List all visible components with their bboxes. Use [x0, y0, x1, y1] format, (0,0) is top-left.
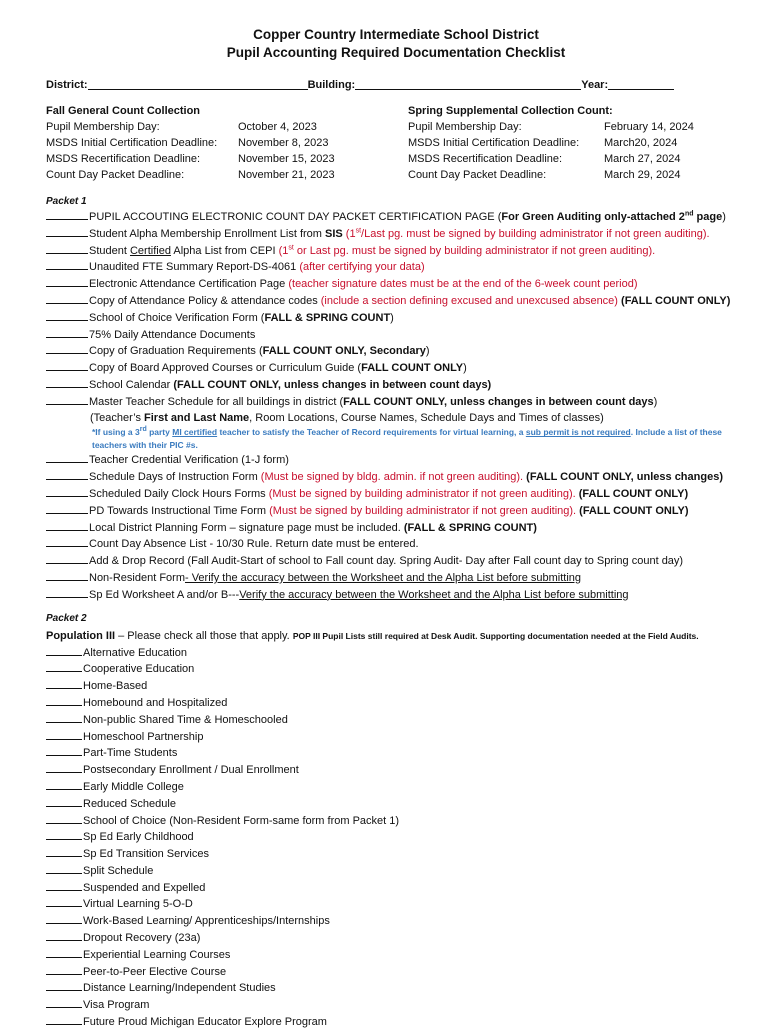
list-item — [46, 486, 746, 503]
item-text: PUPIL ACCOUTING ELECTRONIC COUNT DAY PACKET CERTIFICATION PAGE ( — [89, 211, 502, 223]
check-blank[interactable] — [46, 813, 82, 824]
list-item — [46, 209, 746, 226]
item-superscript: nd — [684, 210, 694, 218]
packet-1-heading: Packet 1 — [46, 196, 87, 207]
note-underlined: sub permit is not required — [525, 427, 631, 438]
check-blank[interactable] — [46, 452, 88, 463]
fall-label: Count Day Packet Deadline: — [46, 169, 185, 181]
check-blank[interactable] — [46, 729, 82, 740]
pop-list-item — [46, 678, 746, 695]
item-text: ) — [653, 395, 658, 408]
pop-item-label: Distance Learning/Independent Studies — [83, 982, 276, 995]
check-blank[interactable] — [46, 997, 82, 1008]
spring-date: March 29, 2024 — [604, 169, 681, 181]
item-text: Add & Drop Record (Fall Audit-Start of school to Fall count day. Spring Audit- Day after Fall count day to Spring count day) — [89, 555, 684, 568]
check-blank[interactable] — [46, 1014, 82, 1025]
item-text: School of Choice Verification Form ( — [89, 311, 265, 324]
check-blank[interactable] — [46, 695, 82, 706]
pop-list-item — [46, 964, 746, 981]
pop-list-item — [46, 846, 746, 863]
check-blank[interactable] — [46, 259, 88, 270]
note-underlined: MI certified — [172, 427, 218, 438]
pop-list-item — [46, 896, 746, 913]
note-superscript: rd — [139, 426, 147, 434]
item-text: ) — [390, 311, 394, 324]
check-blank[interactable] — [46, 863, 82, 874]
item-underlined: Verify the accuracy between the Worksheet and the Alpha List before submitting — [239, 588, 629, 601]
pop-list-item — [46, 930, 746, 947]
packet-2-heading: Packet 2 — [46, 612, 87, 624]
list-item — [46, 587, 746, 604]
pop-list-item — [46, 779, 746, 796]
item-emphasis: FALL COUNT ONLY, Secondary — [262, 345, 426, 358]
note-text: teacher to satisfy the Teacher of Record requirements for virtual learning, a — [217, 427, 526, 438]
check-blank[interactable] — [46, 913, 82, 924]
year-label: Year: — [581, 79, 609, 91]
fall-date: November 15, 2023 — [238, 153, 335, 165]
pop-item-label: Reduced Schedule — [83, 797, 176, 810]
fall-heading: Fall General Count Collection — [46, 105, 201, 117]
fall-label: Pupil Membership Day: — [46, 121, 160, 133]
spring-label: MSDS Initial Certification Deadline: — [408, 137, 580, 149]
item-underlined: - Verify the accuracy between the Worksheet and the Alpha List before submitting — [184, 571, 582, 584]
check-blank[interactable] — [46, 587, 88, 598]
item-text: (Teacher’s — [90, 411, 145, 424]
check-blank[interactable] — [46, 796, 82, 807]
population-iii-heading — [46, 628, 746, 645]
item-text: Schedule Days of Instruction Form — [89, 471, 261, 484]
check-blank[interactable] — [46, 360, 88, 371]
fall-date: November 8, 2023 — [238, 137, 329, 149]
pop-list-item — [46, 712, 746, 729]
check-blank[interactable] — [46, 243, 88, 254]
item-text: Count Day Absence List - 10/30 Rule. Return date must be entered. — [89, 538, 419, 551]
check-blank[interactable] — [46, 503, 88, 514]
pop-item-label: Part-Time Students — [83, 747, 178, 760]
fall-label: MSDS Initial Certification Deadline: — [46, 137, 218, 149]
item-text: Teacher Credential Verification (1-J form) — [89, 454, 289, 467]
spring-label: MSDS Recertification Deadline: — [408, 153, 563, 165]
district-label: District: — [46, 79, 88, 91]
check-blank[interactable] — [46, 486, 88, 497]
spring-date: March 27, 2024 — [604, 153, 681, 165]
pop-list-item — [46, 829, 746, 846]
check-blank[interactable] — [46, 570, 88, 581]
pop-item-label: Split Schedule — [83, 864, 154, 877]
list-item — [46, 343, 746, 360]
item-emphasis: First and Last Name — [144, 411, 250, 424]
item-note: or Last pg. must be signed by building administrator if not green auditing). — [293, 244, 656, 257]
item-text: Electronic Attendance Certification Page — [89, 278, 289, 291]
item-text: Unaudited FTE Summary Report-DS-4061 — [89, 261, 300, 274]
pop-note: POP III Pupil Lists still required at Desk Audit. Supporting documentation needed at the Field Audits. — [292, 630, 699, 641]
item-text: Copy of Board Approved Courses or Curriculum Guide ( — [89, 362, 362, 375]
title-line-1: Copper Country Intermediate School District — [253, 27, 539, 42]
pop-list-item — [46, 997, 746, 1014]
fall-date: October 4, 2023 — [238, 121, 317, 133]
check-blank[interactable] — [46, 745, 82, 756]
item-note: (after certifying your data) — [299, 261, 425, 274]
list-item — [46, 377, 746, 394]
pop-item-label: Homebound and Hospitalized — [83, 696, 228, 709]
pop-list-item — [46, 661, 746, 678]
pop-list-item — [46, 729, 746, 746]
item-emphasis: FALL & SPRING COUNT — [264, 311, 391, 324]
item-superscript: st — [355, 227, 362, 235]
virtual-learning-note — [46, 426, 746, 452]
packet-1-list — [46, 209, 746, 604]
item-emphasis: (FALL COUNT ONLY) — [579, 504, 689, 517]
note-text: party — [146, 427, 173, 438]
item-note: (1 — [342, 227, 356, 240]
pop-item-label: Homeschool Partnership — [83, 730, 204, 743]
item-text: ) — [463, 362, 467, 375]
item-text: PD Towards Instructional Time Form — [89, 504, 270, 517]
pop-item-label: Work-Based Learning/ Apprenticeships/Internships — [83, 915, 330, 928]
item-text: Student Alpha Membership Enrollment List from — [89, 227, 326, 240]
list-item — [46, 259, 746, 276]
item-emphasis: (FALL COUNT ONLY) — [621, 294, 731, 307]
item-emphasis: FALL COUNT ONLY — [361, 362, 464, 375]
list-item-detail — [46, 411, 746, 427]
document-title — [46, 26, 746, 62]
pop-list-item — [46, 880, 746, 897]
check-blank[interactable] — [46, 964, 82, 975]
pop-list-item — [46, 863, 746, 880]
pop-item-label: Cooperative Education — [83, 663, 195, 676]
check-blank[interactable] — [46, 209, 88, 220]
pop-list-item — [46, 695, 746, 712]
check-blank[interactable] — [46, 947, 82, 958]
spring-heading: Spring Supplemental Collection Count: — [408, 105, 613, 117]
check-blank[interactable] — [46, 762, 82, 773]
fall-label: MSDS Recertification Deadline: — [46, 153, 201, 165]
spring-date: March20, 2024 — [604, 137, 678, 149]
item-text: Scheduled Daily Clock Hours Forms — [89, 487, 269, 500]
item-emphasis: (FALL COUNT ONLY) — [578, 487, 689, 500]
note-text: *If using a 3 — [92, 427, 140, 438]
item-emphasis: For Green Auditing only-attached 2 — [501, 211, 685, 223]
check-blank[interactable] — [46, 880, 82, 891]
item-superscript: st — [288, 243, 294, 251]
item-emphasis: (FALL & SPRING COUNT) — [403, 521, 537, 534]
list-item — [46, 553, 746, 570]
check-blank[interactable] — [46, 377, 88, 388]
title-line-2: Pupil Accounting Required Documentation Checklist — [226, 45, 566, 60]
item-note: (Must be signed by building administrator if not green auditing). — [268, 487, 579, 500]
year-field[interactable] — [608, 79, 674, 90]
item-text: ) — [722, 211, 726, 223]
item-note: (1 — [278, 244, 289, 257]
pop-item-label: Dropout Recovery (23a) — [83, 932, 201, 945]
pop-item-label: Virtual Learning 5-O-D — [83, 898, 193, 911]
item-emphasis: (FALL COUNT ONLY, unless changes in between count days) — [173, 378, 492, 391]
item-text: Copy of Graduation Requirements ( — [89, 345, 263, 358]
list-item — [46, 327, 746, 344]
pop-item-label: Suspended and Expelled — [83, 881, 206, 894]
pop-list-item — [46, 913, 746, 930]
check-blank[interactable] — [46, 536, 88, 547]
pop-list-item — [46, 1014, 746, 1031]
check-blank[interactable] — [46, 896, 82, 907]
pop-list-item — [46, 947, 746, 964]
list-item — [46, 452, 746, 469]
item-text: 75% Daily Attendance Documents — [89, 328, 256, 341]
list-item — [46, 570, 746, 587]
item-text: Master Teacher Schedule for all buildings in district ( — [89, 395, 344, 408]
check-blank[interactable] — [46, 520, 88, 531]
check-blank[interactable] — [46, 310, 88, 321]
fall-date: November 21, 2023 — [238, 169, 335, 181]
building-field[interactable] — [355, 79, 581, 90]
pop-item-label: Home-Based — [83, 680, 148, 693]
list-item — [46, 293, 746, 310]
item-note: (teacher signature dates must be at the end of the 6-week count period) — [288, 278, 638, 291]
item-emphasis: page — [693, 211, 723, 223]
item-emphasis: (FALL COUNT ONLY, unless changes) — [526, 471, 723, 484]
check-blank[interactable] — [46, 276, 88, 287]
check-blank[interactable] — [46, 343, 88, 354]
item-text: Copy of Attendance Policy & attendance codes — [89, 294, 321, 307]
item-text: Alpha List from CEPI — [170, 244, 279, 257]
item-text: , Room Locations, Course Names, Schedule Days and Times of classes) — [249, 411, 604, 424]
pop-list-item — [46, 813, 746, 830]
list-item — [46, 226, 746, 243]
item-text: School Calendar — [89, 378, 174, 391]
check-blank[interactable] — [46, 846, 82, 857]
fall-dates — [46, 103, 408, 183]
building-label: Building: — [307, 79, 356, 91]
checklist-page — [46, 26, 746, 1031]
pop-instruction: – Please check all those that apply. — [115, 629, 293, 642]
list-item — [46, 469, 746, 486]
check-blank[interactable] — [46, 226, 88, 237]
item-underlined: Certified — [129, 244, 171, 257]
check-blank[interactable] — [46, 779, 82, 790]
check-blank[interactable] — [46, 469, 88, 480]
spring-dates — [408, 103, 694, 183]
list-item — [46, 536, 746, 553]
note-text: . Include a list of these — [630, 427, 722, 438]
pop-item-label: Alternative Education — [83, 646, 187, 659]
item-note: (include a section defining excused and unexcused absence) — [320, 294, 622, 307]
check-blank[interactable] — [46, 661, 82, 672]
spring-date: February 14, 2024 — [604, 121, 694, 133]
item-note: /Last pg. must be signed by building administrator if not green auditing). — [361, 227, 710, 240]
pop-title: Population III — [46, 629, 116, 642]
spring-label: Count Day Packet Deadline: — [408, 169, 547, 181]
pop-item-label: Sp Ed Early Childhood — [83, 831, 194, 844]
item-text: Non-Resident Form — [89, 571, 185, 584]
item-note: (Must be signed by bldg. admin. if not green auditing). — [260, 471, 527, 484]
list-item — [46, 276, 746, 293]
list-item — [46, 360, 746, 377]
check-blank[interactable] — [46, 712, 82, 723]
pop-item-label: Postsecondary Enrollment / Dual Enrollment — [83, 764, 299, 777]
check-blank[interactable] — [46, 678, 82, 689]
item-note: (Must be signed by building administrator if not green auditing). — [269, 504, 580, 517]
spring-label: Pupil Membership Day: — [408, 121, 522, 133]
pop-item-label: Sp Ed Transition Services — [83, 848, 209, 861]
pop-list-item — [46, 745, 746, 762]
pop-item-label: Visa Program — [83, 999, 150, 1012]
pop-item-label: Experiential Learning Courses — [83, 948, 231, 961]
pop-list-item — [46, 980, 746, 997]
item-emphasis: SIS — [325, 227, 343, 240]
pop-item-label: Peer-to-Peer Elective Course — [83, 965, 227, 978]
check-blank[interactable] — [46, 829, 82, 840]
list-item — [46, 520, 746, 537]
pop-list-item — [46, 796, 746, 813]
check-blank[interactable] — [46, 327, 88, 338]
note-text: teachers with their PIC #s. — [92, 440, 198, 451]
list-item — [46, 503, 746, 520]
pop-list-item — [46, 645, 746, 662]
count-dates — [46, 103, 746, 183]
check-blank[interactable] — [46, 645, 82, 656]
check-blank[interactable] — [46, 980, 82, 991]
list-item — [46, 394, 746, 411]
district-field[interactable] — [88, 79, 308, 90]
pop-item-label: Non-public Shared Time & Homeschooled — [83, 713, 288, 726]
pop-item-label: Future Proud Michigan Educator Explore Program — [83, 1016, 327, 1029]
check-blank[interactable] — [46, 930, 82, 941]
check-blank[interactable] — [46, 394, 88, 405]
header-fields — [46, 79, 746, 91]
check-blank[interactable] — [46, 553, 88, 564]
pop-item-label: Early Middle College — [83, 780, 184, 793]
item-text: Local District Planning Form – signature page must be included. — [89, 521, 404, 534]
item-emphasis: FALL COUNT ONLY, unless changes in between count days — [343, 395, 654, 408]
list-item — [46, 243, 746, 260]
check-blank[interactable] — [46, 293, 88, 304]
item-text: ) — [425, 345, 430, 358]
item-text: Student — [89, 244, 130, 257]
item-text: Sp Ed Worksheet A and/or B--- — [89, 588, 240, 601]
pop-list-item — [46, 762, 746, 779]
population-iii-list — [46, 645, 746, 1031]
pop-item-label: School of Choice (Non-Resident Form-same form from Packet 1) — [83, 814, 400, 827]
list-item — [46, 310, 746, 327]
